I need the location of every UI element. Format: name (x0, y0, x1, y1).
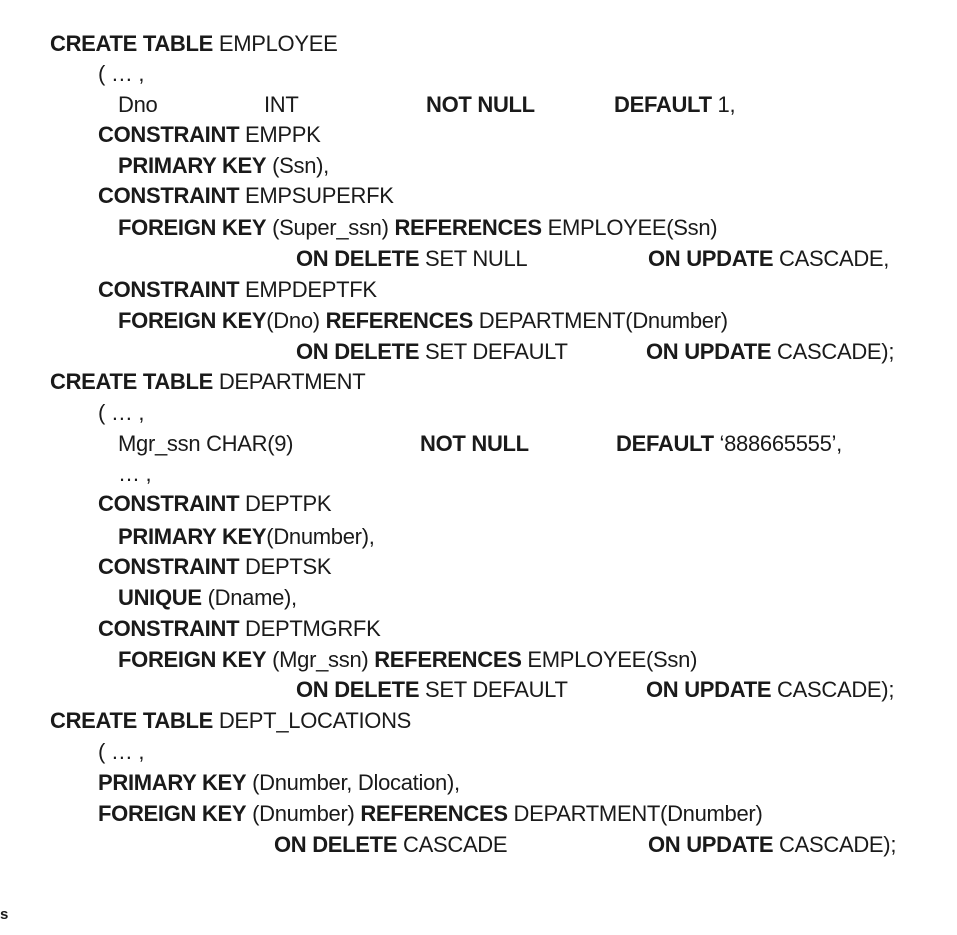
code-line (0, 798, 957, 829)
sql-identifier: Mgr_ssn CHAR(9) (118, 431, 294, 456)
sql-keyword: REFERENCES (394, 215, 542, 240)
code-text (118, 644, 697, 675)
sql-keyword: PRIMARY KEY (118, 153, 267, 178)
code-text (616, 428, 842, 459)
code-line (0, 674, 957, 705)
sql-identifier: (Super_ssn) (266, 215, 395, 240)
code-text (98, 397, 144, 428)
sql-identifier: SET NULL (419, 246, 528, 271)
code-line (0, 582, 957, 613)
sql-keyword: ON DELETE (296, 339, 420, 364)
code-text (98, 488, 331, 519)
sql-identifier: ( … , (98, 400, 145, 425)
sql-identifier: CASCADE); (773, 832, 897, 857)
sql-keyword: PRIMARY KEY (98, 770, 247, 795)
sql-identifier: (Ssn), (266, 153, 329, 178)
code-text (648, 829, 896, 860)
code-line (0, 305, 957, 336)
code-text (50, 705, 411, 736)
footer-fragment: s (0, 906, 9, 923)
code-text (614, 89, 735, 120)
sql-keyword: NOT NULL (420, 431, 529, 456)
sql-identifier: DEPTMGRFK (239, 616, 381, 641)
sql-identifier: ( … , (98, 739, 145, 764)
sql-identifier: DEPTSK (239, 554, 332, 579)
sql-keyword: ON UPDATE (646, 339, 772, 364)
code-text (98, 551, 331, 582)
sql-identifier: 1, (711, 92, 736, 117)
code-text (118, 212, 717, 243)
sql-identifier: (Mgr_ssn) (266, 647, 375, 672)
code-line (0, 212, 957, 243)
sql-identifier: DEPARTMENT (213, 369, 366, 394)
sql-identifier: EMPSUPERFK (239, 183, 394, 208)
code-text (98, 767, 460, 798)
sql-identifier: CASCADE (397, 832, 508, 857)
code-text (98, 736, 144, 767)
code-text (98, 798, 762, 829)
code-line (0, 274, 957, 305)
code-line (0, 521, 957, 552)
code-text (646, 674, 894, 705)
sql-identifier: INT (264, 92, 299, 117)
sql-identifier: (Dname), (201, 585, 297, 610)
sql-keyword: DEFAULT (616, 431, 714, 456)
sql-keyword: CONSTRAINT (98, 491, 240, 516)
sql-keyword: CREATE TABLE (50, 369, 214, 394)
sql-identifier: (Dnumber, Dlocation), (246, 770, 460, 795)
sql-identifier: DEPARTMENT(Dnumber) (472, 308, 728, 333)
sql-identifier: EMPLOYEE(Ssn) (521, 647, 698, 672)
sql-keyword: ON DELETE (296, 246, 420, 271)
sql-keyword: ON DELETE (274, 832, 398, 857)
code-line (0, 767, 957, 798)
code-text (98, 613, 380, 644)
code-text (118, 305, 728, 336)
code-text (98, 119, 321, 150)
sql-identifier: SET DEFAULT (419, 677, 568, 702)
sql-identifier: (Dnumber) (246, 801, 361, 826)
code-line (0, 150, 957, 181)
sql-identifier: (Dnumber), (266, 524, 375, 549)
sql-keyword: ON UPDATE (646, 677, 772, 702)
code-line (0, 336, 957, 367)
code-line (0, 829, 957, 860)
sql-identifier: ‘888665555’, (713, 431, 842, 456)
code-line (0, 428, 957, 459)
code-line (0, 58, 957, 89)
code-line (0, 366, 957, 397)
code-text (50, 28, 338, 59)
sql-keyword: CONSTRAINT (98, 554, 240, 579)
sql-identifier: CASCADE); (771, 677, 895, 702)
sql-keyword: PRIMARY KEY (118, 524, 267, 549)
sql-identifier: ( … , (98, 61, 145, 86)
sql-keyword: FOREIGN KEY (118, 215, 267, 240)
sql-keyword: ON UPDATE (648, 832, 774, 857)
sql-keyword: REFERENCES (325, 308, 473, 333)
code-line (0, 243, 957, 274)
code-line (0, 89, 957, 120)
sql-identifier: CASCADE, (773, 246, 890, 271)
sql-keyword: CREATE TABLE (50, 708, 214, 733)
code-line (0, 458, 957, 489)
code-text (98, 58, 144, 89)
sql-identifier: SET DEFAULT (419, 339, 568, 364)
code-text (118, 458, 151, 489)
code-line (0, 644, 957, 675)
sql-identifier: EMPPK (239, 122, 321, 147)
sql-identifier: … , (118, 461, 152, 486)
sql-keyword: ON UPDATE (648, 246, 774, 271)
sql-keyword: FOREIGN KEY (118, 647, 267, 672)
sql-keyword: CONSTRAINT (98, 183, 240, 208)
sql-keyword: FOREIGN KEY (118, 308, 267, 333)
sql-keyword: CONSTRAINT (98, 277, 240, 302)
code-line (0, 119, 957, 150)
code-text (648, 243, 889, 274)
sql-identifier: EMPLOYEE(Ssn) (541, 215, 718, 240)
sql-keyword: CONSTRAINT (98, 122, 240, 147)
sql-identifier: CASCADE); (771, 339, 895, 364)
sql-keyword: REFERENCES (360, 801, 508, 826)
sql-keyword: CONSTRAINT (98, 616, 240, 641)
code-line (0, 28, 957, 59)
code-text (98, 180, 394, 211)
code-text (118, 521, 375, 552)
code-line (0, 613, 957, 644)
code-line (0, 551, 957, 582)
sql-identifier: EMPDEPTFK (239, 277, 377, 302)
sql-identifier: Dno (118, 92, 158, 117)
sql-keyword: REFERENCES (374, 647, 522, 672)
sql-keyword: NOT NULL (426, 92, 535, 117)
sql-identifier: DEPT_LOCATIONS (213, 708, 412, 733)
code-text (118, 582, 297, 613)
code-line (0, 736, 957, 767)
code-text (118, 150, 329, 181)
code-text (646, 336, 894, 367)
sql-identifier: EMPLOYEE (213, 31, 338, 56)
sql-keyword: UNIQUE (118, 585, 202, 610)
code-line (0, 180, 957, 211)
sql-identifier: (Dno) (266, 308, 326, 333)
code-line (0, 397, 957, 428)
sql-keyword: FOREIGN KEY (98, 801, 247, 826)
code-text (98, 274, 377, 305)
sql-keyword: CREATE TABLE (50, 31, 214, 56)
code-text (50, 366, 365, 397)
sql-identifier: DEPARTMENT(Dnumber) (507, 801, 763, 826)
sql-keyword: ON DELETE (296, 677, 420, 702)
sql-keyword: DEFAULT (614, 92, 712, 117)
code-line (0, 488, 957, 519)
code-line (0, 705, 957, 736)
sql-identifier: DEPTPK (239, 491, 332, 516)
